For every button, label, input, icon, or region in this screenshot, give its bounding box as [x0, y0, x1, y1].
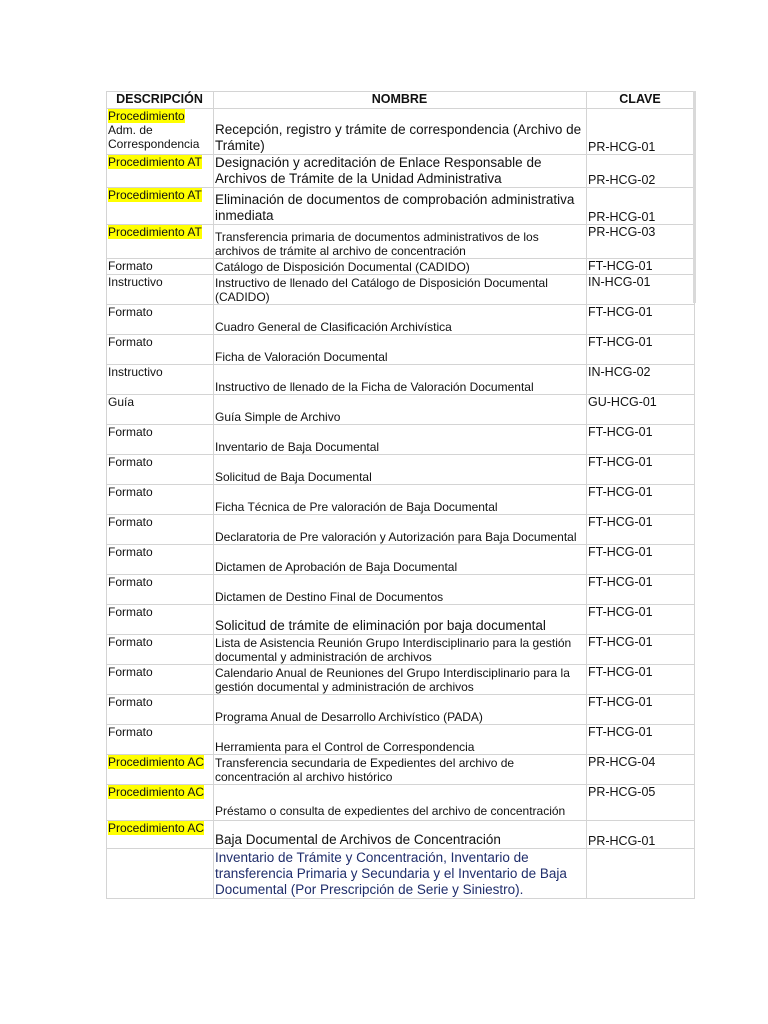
row-clave: FT-HCG-01 — [587, 635, 695, 665]
table-row — [107, 109, 695, 155]
row-clave: FT-HCG-01 — [587, 605, 695, 635]
row-descripcion: Formato — [107, 425, 214, 455]
row-clave: FT-HCG-01 — [587, 455, 695, 485]
table-row — [107, 849, 695, 899]
row-descripcion-detail: Adm. de Correspondencia — [108, 123, 200, 151]
table-row — [107, 335, 695, 365]
row-clave: GU-HCG-01 — [587, 395, 695, 425]
row-clave — [587, 849, 695, 899]
row-nombre: Baja Documental de Archivos de Concentración — [214, 821, 587, 849]
table-row — [107, 575, 695, 605]
header-clave: CLAVE — [587, 92, 695, 109]
row-descripcion: Formato — [107, 259, 214, 275]
row-descripcion — [107, 109, 214, 155]
table-row — [107, 395, 695, 425]
row-nombre: Transferencia primaria de documentos administrativos de los archivos de trámite al archivo de concentración — [214, 225, 587, 259]
table-row — [107, 455, 695, 485]
row-clave: PR-HCG-04 — [587, 755, 695, 785]
table-row — [107, 305, 695, 335]
row-clave: FT-HCG-01 — [587, 695, 695, 725]
row-clave: PR-HCG-03 — [587, 225, 695, 259]
row-descripcion: Formato — [107, 335, 214, 365]
row-nombre: Declaratoria de Pre valoración y Autorización para Baja Documental — [214, 515, 587, 545]
row-clave: PR-HCG-01 — [587, 821, 695, 849]
row-descripcion: Formato — [107, 605, 214, 635]
row-nombre: Inventario de Baja Documental — [214, 425, 587, 455]
table-header-row — [107, 92, 695, 109]
table-row — [107, 725, 695, 755]
table-row — [107, 515, 695, 545]
row-clave: PR-HCG-01 — [587, 188, 695, 225]
row-nombre: Lista de Asistencia Reunión Grupo Interdisciplinario para la gestión documental y administración de archivos — [214, 635, 587, 665]
row-nombre: Instructivo de llenado del Catálogo de Disposición Documental (CADIDO) — [214, 275, 587, 305]
row-descripcion: Formato — [107, 515, 214, 545]
table-row — [107, 225, 695, 259]
column-divider — [693, 91, 696, 303]
row-nombre: Préstamo o consulta de expedientes del archivo de concentración — [214, 785, 587, 821]
header-descripcion: DESCRIPCIÓN — [107, 92, 214, 109]
table-row — [107, 755, 695, 785]
row-descripcion: Formato — [107, 305, 214, 335]
document-page — [106, 91, 695, 899]
row-clave: PR-HCG-01 — [587, 109, 695, 155]
row-descripcion: Formato — [107, 635, 214, 665]
row-clave: FT-HCG-01 — [587, 305, 695, 335]
table-row — [107, 635, 695, 665]
row-nombre: Programa Anual de Desarrollo Archivístico (PADA) — [214, 695, 587, 725]
row-descripcion-highlight: Procedimiento AC — [108, 821, 205, 835]
row-clave: IN-HCG-01 — [587, 275, 695, 305]
table-row — [107, 259, 695, 275]
table-row — [107, 695, 695, 725]
table-row — [107, 485, 695, 515]
row-nombre: Cuadro General de Clasificación Archivística — [214, 305, 587, 335]
row-clave: FT-HCG-01 — [587, 515, 695, 545]
table-row — [107, 821, 695, 849]
row-descripcion-highlight: Procedimiento AT — [108, 188, 202, 202]
row-nombre: Catálogo de Disposición Documental (CADIDO) — [214, 259, 587, 275]
row-descripcion: Formato — [107, 455, 214, 485]
row-descripcion-highlight: Procedimiento — [108, 109, 185, 123]
table-row — [107, 155, 695, 188]
table-row — [107, 425, 695, 455]
row-descripcion-highlight: Procedimiento AT — [108, 155, 202, 169]
row-descripcion: Formato — [107, 695, 214, 725]
row-nombre: Inventario de Trámite y Concentración, Inventario de transferencia Primaria y Secundaria y el Inventario de Baja Documental (Por Prescripción de Serie y Siniestro). — [214, 849, 587, 899]
table-row — [107, 785, 695, 821]
row-descripcion: Formato — [107, 575, 214, 605]
row-nombre: Transferencia secundaria de Expedientes del archivo de concentración al archivo histórico — [214, 755, 587, 785]
row-nombre: Guía Simple de Archivo — [214, 395, 587, 425]
table-row — [107, 605, 695, 635]
row-nombre: Ficha de Valoración Documental — [214, 335, 587, 365]
row-descripcion — [107, 849, 214, 899]
row-descripcion: Formato — [107, 725, 214, 755]
documents-table — [106, 91, 695, 899]
row-clave: PR-HCG-05 — [587, 785, 695, 821]
table-row — [107, 188, 695, 225]
row-nombre: Herramienta para el Control de Correspondencia — [214, 725, 587, 755]
row-nombre: Calendario Anual de Reuniones del Grupo Interdisciplinario para la gestión documental y administración de archivos — [214, 665, 587, 695]
table-row — [107, 665, 695, 695]
row-descripcion: Formato — [107, 485, 214, 515]
row-nombre: Solicitud de trámite de eliminación por baja documental — [214, 605, 587, 635]
row-clave: PR-HCG-02 — [587, 155, 695, 188]
row-clave: FT-HCG-01 — [587, 425, 695, 455]
row-nombre: Dictamen de Destino Final de Documentos — [214, 575, 587, 605]
row-descripcion-highlight: Procedimiento AT — [108, 225, 202, 239]
table-row — [107, 365, 695, 395]
row-nombre: Dictamen de Aprobación de Baja Documental — [214, 545, 587, 575]
row-descripcion: Instructivo — [107, 365, 214, 395]
row-descripcion: Formato — [107, 665, 214, 695]
row-clave: FT-HCG-01 — [587, 725, 695, 755]
row-descripcion-highlight: Procedimiento AC — [108, 785, 205, 799]
row-nombre: Instructivo de llenado de la Ficha de Valoración Documental — [214, 365, 587, 395]
row-clave: FT-HCG-01 — [587, 545, 695, 575]
row-descripcion: Instructivo — [107, 275, 214, 305]
row-nombre: Designación y acreditación de Enlace Responsable de Archivos de Trámite de la Unidad Administrativa — [214, 155, 587, 188]
row-nombre: Ficha Técnica de Pre valoración de Baja Documental — [214, 485, 587, 515]
row-clave: FT-HCG-01 — [587, 485, 695, 515]
table-row — [107, 545, 695, 575]
row-descripcion: Formato — [107, 545, 214, 575]
row-nombre: Recepción, registro y trámite de correspondencia (Archivo de Trámite) — [214, 109, 587, 155]
row-clave: FT-HCG-01 — [587, 575, 695, 605]
header-nombre: NOMBRE — [214, 92, 587, 109]
row-clave: FT-HCG-01 — [587, 335, 695, 365]
row-descripcion: Guía — [107, 395, 214, 425]
row-nombre: Solicitud de Baja Documental — [214, 455, 587, 485]
row-nombre: Eliminación de documentos de comprobación administrativa inmediata — [214, 188, 587, 225]
row-clave: FT-HCG-01 — [587, 665, 695, 695]
table-row — [107, 275, 695, 305]
row-clave: FT-HCG-01 — [587, 259, 695, 275]
row-descripcion-highlight: Procedimiento AC — [108, 755, 205, 769]
row-clave: IN-HCG-02 — [587, 365, 695, 395]
